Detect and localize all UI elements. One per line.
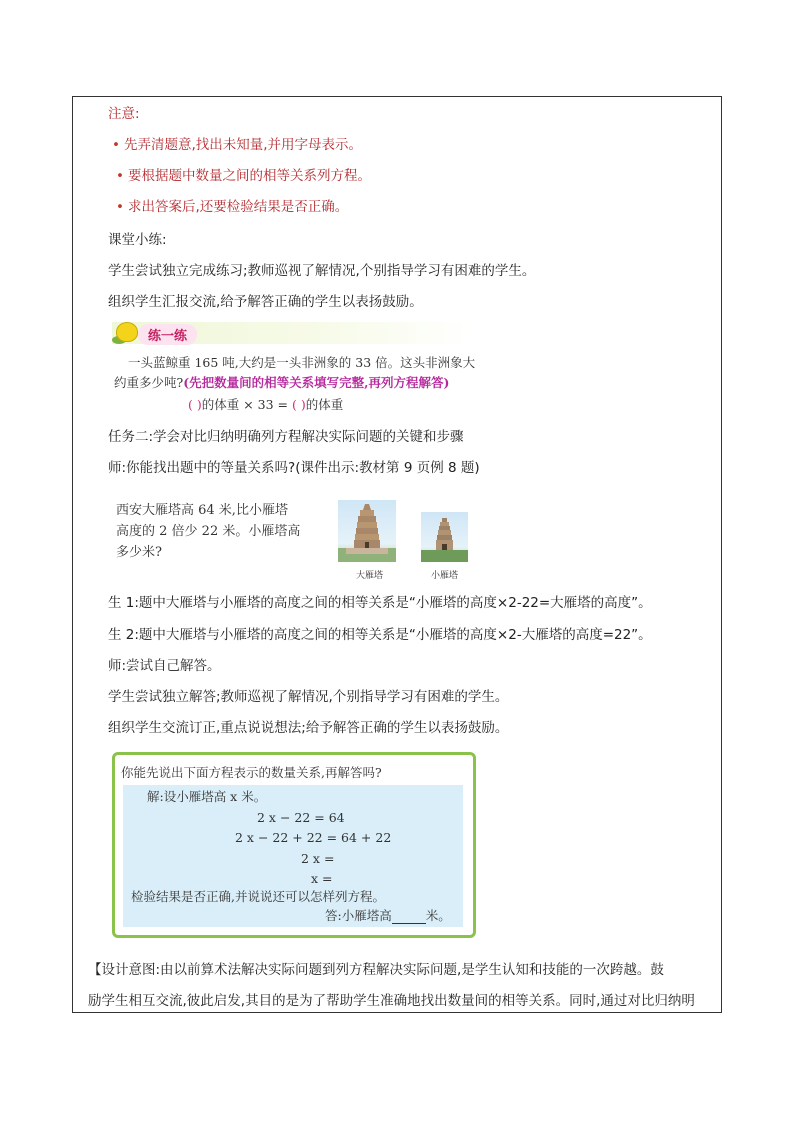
equation-1: 2 x − 22 = 64 xyxy=(257,810,345,825)
equation-panel xyxy=(123,785,463,927)
practice-line-1: 学生尝试独立完成练习;教师巡视了解情况,个别指导学习有困难的学生。 xyxy=(108,263,536,279)
notice-item-2: • 要根据题中数量之间的相等关系列方程。 xyxy=(116,168,371,184)
lemon-icon xyxy=(116,322,138,342)
practice-title: 课堂小练: xyxy=(108,232,167,248)
practice-problem-a: 一头蓝鲸重 165 吨,大约是一头非洲象的 33 倍。这头非洲象大 xyxy=(128,355,476,370)
caption-small-pagoda: 小雁塔 xyxy=(431,571,459,581)
bullet-icon: • xyxy=(116,168,124,184)
pagoda-problem: 西安大雁塔高 64 米,比小雁塔 高度的 2 倍少 22 米。小雁塔高 多少米? xyxy=(116,503,301,560)
notice-item-3: • 求出答案后,还要检验结果是否正确。 xyxy=(116,199,349,215)
design-intent-line-1: 【设计意图:由以前算术法解决实际问题到列方程解决实际问题,是学生认知和技能的一次跨越。鼓 xyxy=(88,962,664,978)
practice-equation: ( )的体重 × 33 = ( )的体重 xyxy=(188,397,344,412)
teacher-question: 师:你能找出题中的等量关系吗?(课件出示:教材第 9 页例 8 题) xyxy=(108,460,480,476)
small-pagoda-photo xyxy=(421,512,468,562)
equation-2: 2 x − 22 + 22 = 64 + 22 xyxy=(235,830,392,845)
solve-line: 解:设小雁塔高 x 米。 xyxy=(147,789,267,804)
practice-badge: 练一练 xyxy=(138,324,197,345)
bullet-icon: • xyxy=(116,199,124,215)
student-1-answer: 生 1:题中大雁塔与小雁塔的高度之间的相等关系是“小雁塔的高度×2-22=大雁塔的高度”。 xyxy=(108,595,652,611)
bullet-icon: • xyxy=(112,137,120,153)
notice-item-1: • 先弄清题意,找出未知量,并用字母表示。 xyxy=(112,137,363,153)
task2-title: 任务二:学会对比归纳明确列方程解决实际问题的关键和步骤 xyxy=(108,429,464,445)
practice-problem-b: 约重多少吨?(先把数量间的相等关系填写完整,再列方程解答) xyxy=(114,375,450,390)
practice-image xyxy=(112,318,482,414)
check-line: 检验结果是否正确,并说说还可以怎样列方程。 xyxy=(131,889,385,904)
answer-line: 答:小雁塔高 米。 xyxy=(325,908,451,923)
exchange-line: 组织学生交流订正,重点说说想法;给予解答正确的学生以表扬鼓励。 xyxy=(108,720,509,736)
caption-big-pagoda: 大雁塔 xyxy=(356,571,384,581)
equation-4: x = xyxy=(311,871,333,886)
notice-title: 注意: xyxy=(108,106,140,122)
teacher-instruction: 师:尝试自己解答。 xyxy=(108,658,221,674)
equation-3: 2 x = xyxy=(301,851,335,866)
equation-box xyxy=(112,752,476,938)
design-intent-line-2: 励学生相互交流,彼此启发,其目的是为了帮助学生准确地找出数量间的相等关系。同时,通过对比归纳明 xyxy=(88,993,695,1009)
student-work-line: 学生尝试独立解答;教师巡视了解情况,个别指导学习有困难的学生。 xyxy=(108,689,509,705)
student-2-answer: 生 2:题中大雁塔与小雁塔的高度之间的相等关系是“小雁塔的高度×2-大雁塔的高度=22”。 xyxy=(108,627,652,643)
big-pagoda-photo xyxy=(338,500,396,562)
practice-line-2: 组织学生汇报交流,给予解答正确的学生以表扬鼓励。 xyxy=(108,294,423,310)
answer-blank xyxy=(392,911,426,924)
equation-question: 你能先说出下面方程表示的数量关系,再解答吗? xyxy=(121,765,382,780)
